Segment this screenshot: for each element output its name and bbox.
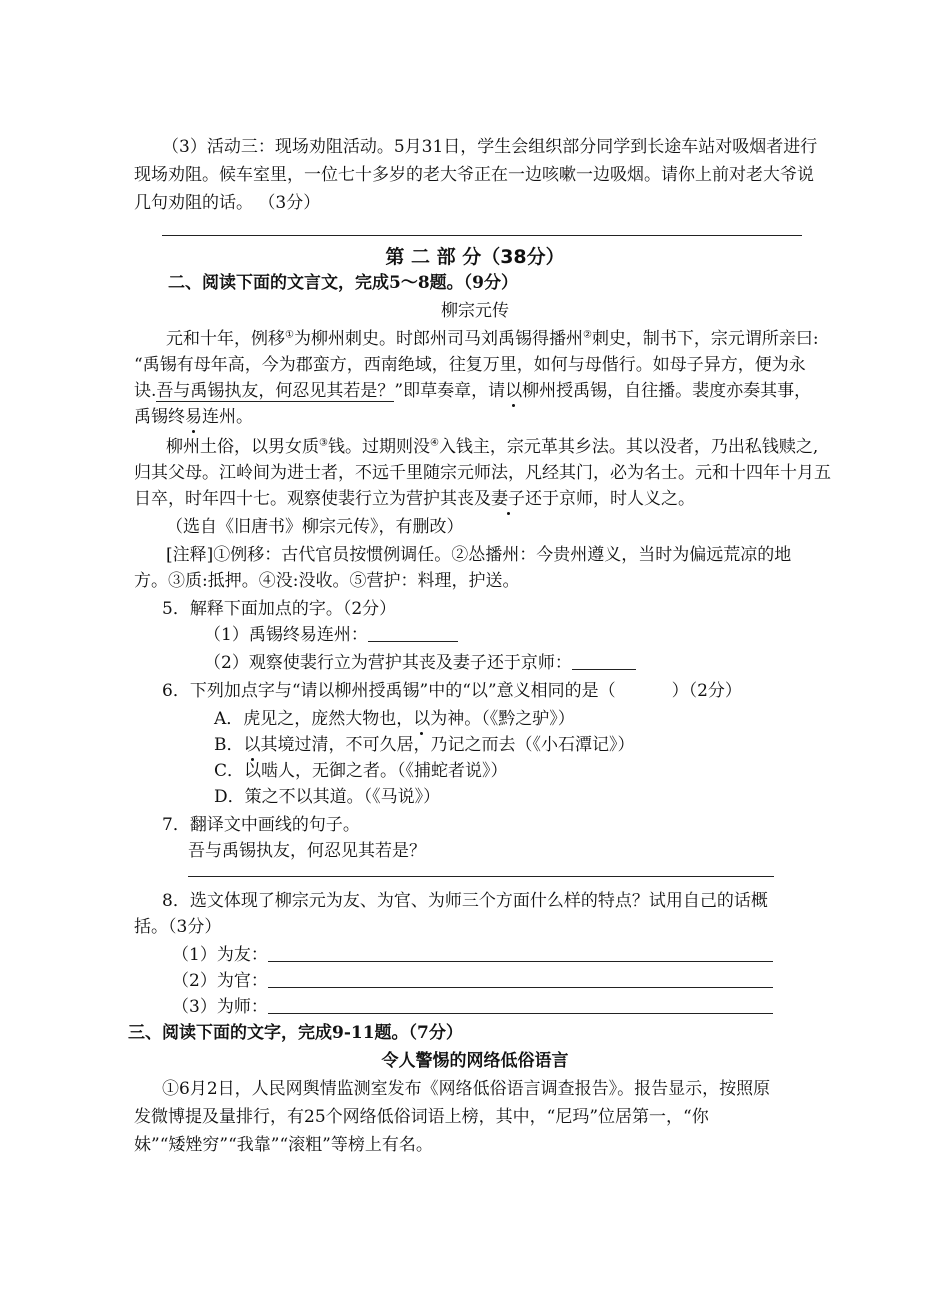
q7-prompt: 7．翻译文中画线的句子。 <box>162 815 360 835</box>
q5-item-1: （1）禹锡终易连州： <box>204 624 458 646</box>
passage-p2-line-3: 日卒，时年四十七。观察使裴行立为营护其丧及妻子还于京师，时人义之。 <box>134 489 695 509</box>
dotted-char: 妻子 <box>491 489 525 509</box>
notes-line-2: 方。③质:抵押。④没:没收。⑤营护：料理，护送。 <box>134 571 520 591</box>
section-divider <box>162 235 802 236</box>
section2-heading: 二、阅读下面的文言文，完成5～8题。（9分） <box>168 273 518 293</box>
answer-blank[interactable] <box>368 625 458 642</box>
section3-p1-line-3: 妹”“矮矬穷”“我靠”“滚粗”等榜上有名。 <box>134 1135 433 1155</box>
q6-option-a: A．虎见之，庞然大物也，以为神。（《黔之驴》） <box>214 709 575 729</box>
q7-sentence: 吾与禹锡执友，何忍见其若是？ <box>188 841 426 861</box>
dotted-char: 以 <box>243 735 261 755</box>
q6-option-d: D．策之不以其道。（《马说》） <box>214 787 441 807</box>
dotted-char: 以 <box>413 709 431 729</box>
notes-line-1: [注释]①例移：古代官员按惯例调任。②怂播州：今贵州遵义，当时为偏远荒凉的地 <box>166 545 792 565</box>
answer-blank[interactable] <box>572 653 636 670</box>
part2-title: 第 二 部 分（38分） <box>385 246 565 268</box>
section3-heading: 三、阅读下面的文字，完成9-11题。（7分） <box>128 1023 463 1043</box>
passage-p1-line-1: 元和十年，例移①为柳州刺史。时郎州司马刘禹锡得播州②刺史，制书下，宗元谓所亲曰: <box>166 329 819 349</box>
passage-title: 柳宗元传 <box>441 301 509 321</box>
answer-blank[interactable] <box>268 945 773 962</box>
q8-item-1: （1）为友： <box>172 944 773 966</box>
section3-article-title: 令人警惕的网络低俗语言 <box>381 1051 569 1071</box>
section3-p1-line-1: ①6月2日，人民网舆情监测室发布《网络低俗语言调查报告》。报告显示，按照原 <box>162 1079 771 1099</box>
q3-line-3: 几句劝阻的话。 （3分） <box>134 193 321 213</box>
q8-prompt-line-2: 括。（3分） <box>134 917 222 937</box>
q3-line-2: 现场劝阻。候车室里，一位七十多岁的老大爷正在一边咳嗽一边吸烟。请你上前对老大爷说 <box>134 165 814 185</box>
section3-p1-line-2: 发微博提及量排行，有25个网络低俗词语上榜，其中，“尼玛”位居第一，“你 <box>134 1107 709 1127</box>
passage-p2-line-2: 归其父母。江岭间为进士者，不远千里随宗元师法，凡经其门，必为名士。元和十四年十月五 <box>134 463 831 483</box>
q6-option-b: B．以其境过清，不可久居，乃记之而去（《小石潭记》） <box>214 735 635 755</box>
q6-option-c: C．以啮人，无御之者。（《捕蛇者说》） <box>214 761 508 781</box>
answer-blank[interactable] <box>268 997 773 1014</box>
passage-p1-line-2: “禹锡有母年高，今为郡蛮方，西南绝域，往复万里，如何与母偕行。如母子异方，便为永 <box>134 355 806 375</box>
q6-prompt: 6．下列加点字与“请以柳州授禹锡”中的“以”意义相同的是（ ）（2分） <box>162 681 742 701</box>
q7-answer-line[interactable] <box>188 876 774 877</box>
passage-p1-line-3: 诀.吾与禹锡执友，何忍见其若是？”即草奏章，请以柳州授禹锡，自往播。裴度亦奏其事， <box>134 381 812 401</box>
dotted-char: 易 <box>185 407 202 427</box>
passage-source: （选自《旧唐书》柳宗元传》，有删改） <box>166 517 464 537</box>
q8-item-2: （2）为官： <box>172 970 773 992</box>
q8-item-3: （3）为师： <box>172 996 773 1018</box>
passage-p1-line-4: 禹锡终易连州。 <box>134 407 253 427</box>
q5-item-2: （2）观察使裴行立为营护其丧及妻子还于京师： <box>204 652 636 674</box>
q8-prompt-line-1: 8．选文体现了柳宗元为友、为官、为师三个方面什么样的特点？试用自己的话概 <box>162 891 768 911</box>
q5-prompt: 5．解释下面加点的字。（2分） <box>162 599 397 619</box>
dotted-char: 以 <box>505 381 523 401</box>
underlined-sentence: 吾与禹锡执友，何忍见其若是？ <box>156 381 395 401</box>
q3-line-1: （3）活动三：现场劝阻活动。5月31日，学生会组织部分同学到长途车站对吸烟者进行 <box>162 137 818 157</box>
answer-blank[interactable] <box>268 971 773 988</box>
passage-p2-line-1: 柳州土俗，以男女质③钱。过期则没④入钱主，宗元革其乡法。其以没者，乃出私钱赎之, <box>166 437 819 457</box>
